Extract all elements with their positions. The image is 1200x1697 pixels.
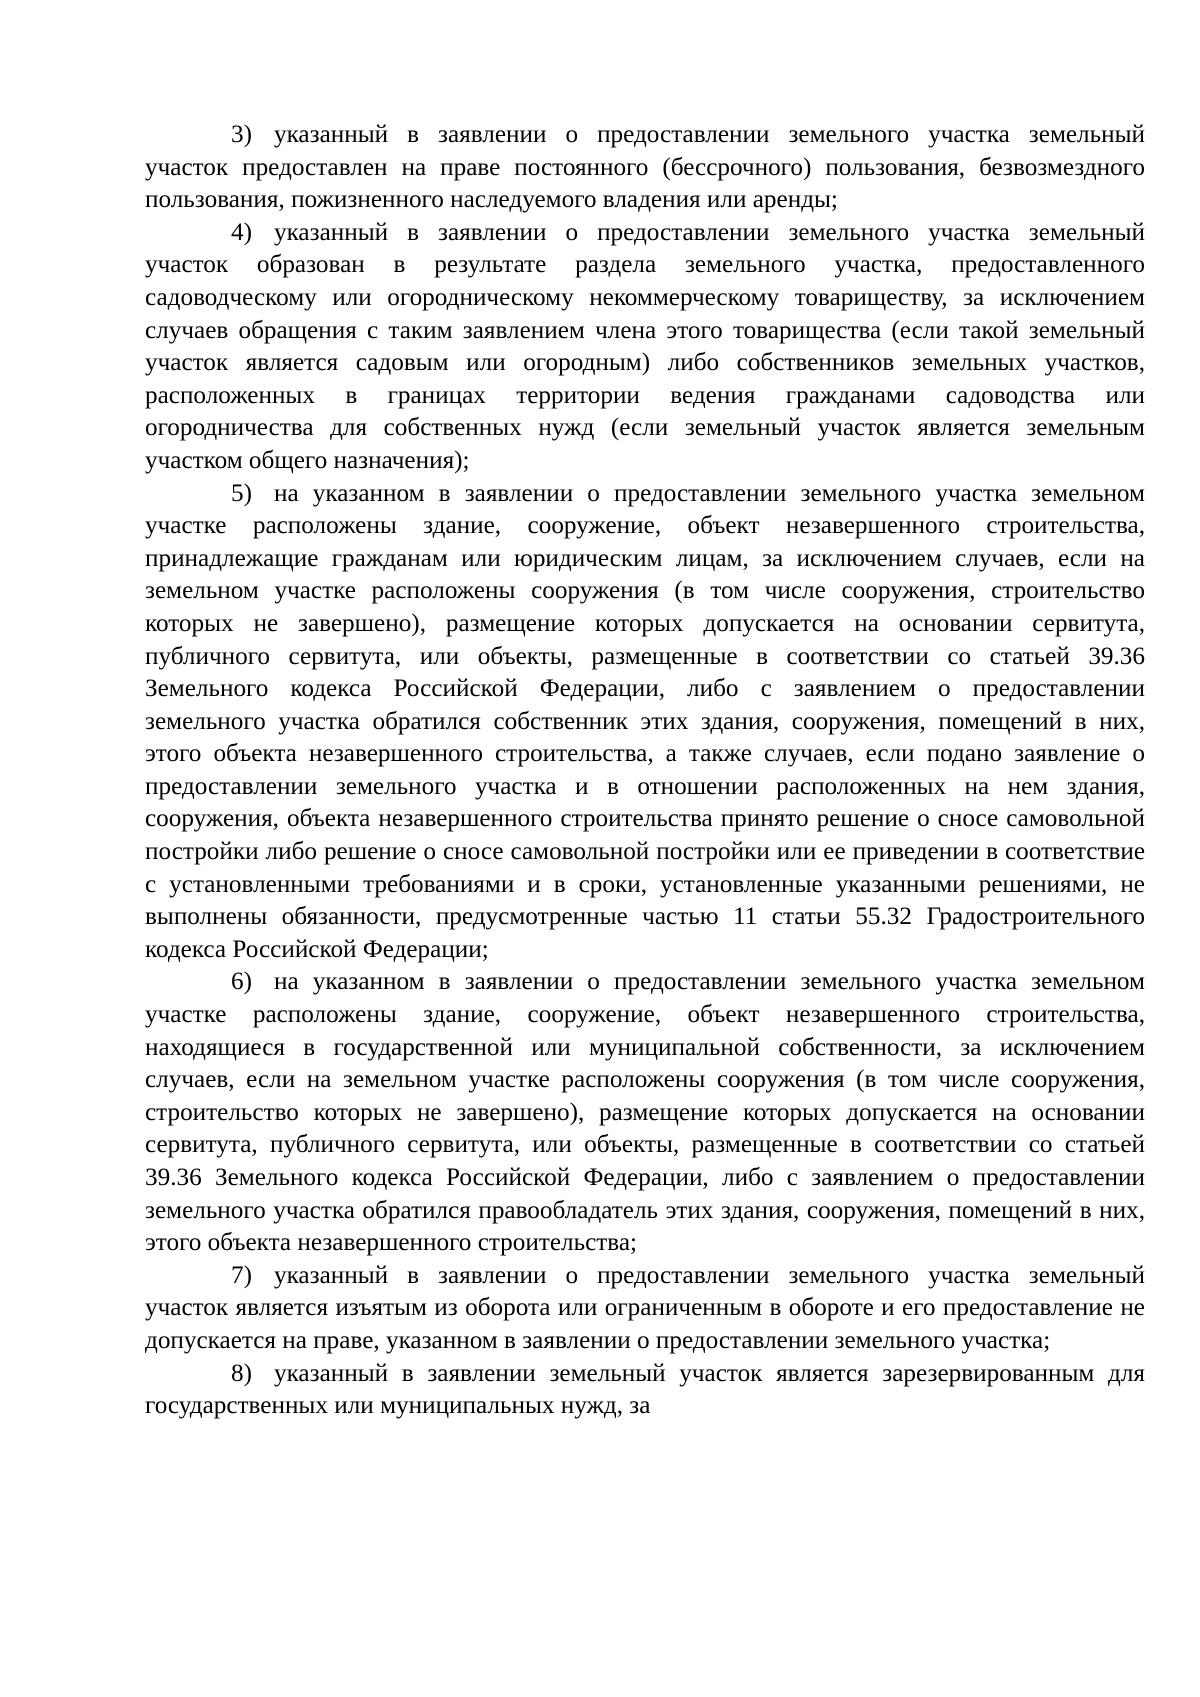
paragraph-8 bbox=[145, 1358, 1145, 1423]
paragraph-3 bbox=[145, 119, 1145, 217]
paragraph-text: указанный в заявлении земельный участок является зарезервированным для государственных или муниципальных нужд, за bbox=[145, 1359, 1145, 1420]
paragraph-text: указанный в заявлении о предоставлении земельного участка земельный участок является изъятым из оборота или ограниченным в обороте и его предоставление не допускается на праве, указанном в заявлении о предоставлении земельного участка; bbox=[145, 1261, 1145, 1354]
paragraph-4 bbox=[145, 217, 1145, 478]
paragraph-text: на указанном в заявлении о предоставлении земельного участка земельном участке расположены здание, сооружение, объект незавершенного строительства, принадлежащие гражданам или юридическим лицам, за исключением случаев, если на земельном участке расположены сооружения (в том числе сооружения, строительство которых не завершено), размещение которых допускается на основании сервитута, публичного сервитута, или объекты, размещенные в соответствии со статьей 39.36 Земельного кодекса Российской Федерации, либо с заявлением о предоставлении земельного участка обратился собственник этих здания, сооружения, помещений в них, этого объекта незавершенного строительства, а также случаев, если подано заявление о предоставлении земельного участка и в отношении расположенных на нем здания, сооружения, объекта незавершенного строительства принято решение о сносе самовольной постройки либо решение о сносе самовольной постройки или ее приведении в соответствие с установленными требованиями и в сроки, установленные указанными решениями, не выполнены обязанности, предусмотренные частью 11 статьи 55.32 Градостроительного кодекса Российской Федерации; bbox=[145, 479, 1145, 963]
document-page bbox=[145, 119, 1145, 1423]
paragraph-number: 3) bbox=[231, 121, 252, 148]
paragraph-number: 6) bbox=[231, 968, 252, 996]
paragraph-6 bbox=[145, 966, 1145, 1259]
paragraph-number: 7) bbox=[231, 1261, 252, 1289]
paragraph-number: 4) bbox=[231, 218, 252, 246]
paragraph-number: 8) bbox=[231, 1359, 252, 1387]
paragraph-text: указанный в заявлении о предоставлении земельного участка земельный участок предоставлен на праве постоянного (бессрочного) пользования, безвозмездного пользования, пожизненного наследуемого владения или аренды; bbox=[145, 121, 1145, 214]
paragraph-number: 5) bbox=[231, 479, 252, 507]
paragraph-text: указанный в заявлении о предоставлении земельного участка земельный участок образован в результате раздела земельного участка, предоставленного садоводческому или огородническому некоммерческому товариществу, за исключением случаев обращения с таким заявлением члена этого товарищества (если такой земельный участок является садовым или огородным) либо собственников земельных участков, расположенных в границах территории ведения гражданами садоводства или огородничества для собственных нужд (если земельный участок является земельным участком общего назначения); bbox=[145, 218, 1145, 474]
paragraph-text: на указанном в заявлении о предоставлении земельного участка земельном участке расположены здание, сооружение, объект незавершенного строительства, находящиеся в государственной или муниципальной собственности, за исключением случаев, если на земельном участке расположены сооружения (в том числе сооружения, строительство которых не завершено), размещение которых допускается на основании сервитута, публичного сервитута, или объекты, размещенные в соответствии со статьей 39.36 Земельного кодекса Российской Федерации, либо с заявлением о предоставлении земельного участка обратился правообладатель этих здания, сооружения, помещений в них, этого объекта незавершенного строительства; bbox=[145, 968, 1145, 1257]
paragraph-5 bbox=[145, 478, 1145, 967]
paragraph-7 bbox=[145, 1260, 1145, 1358]
